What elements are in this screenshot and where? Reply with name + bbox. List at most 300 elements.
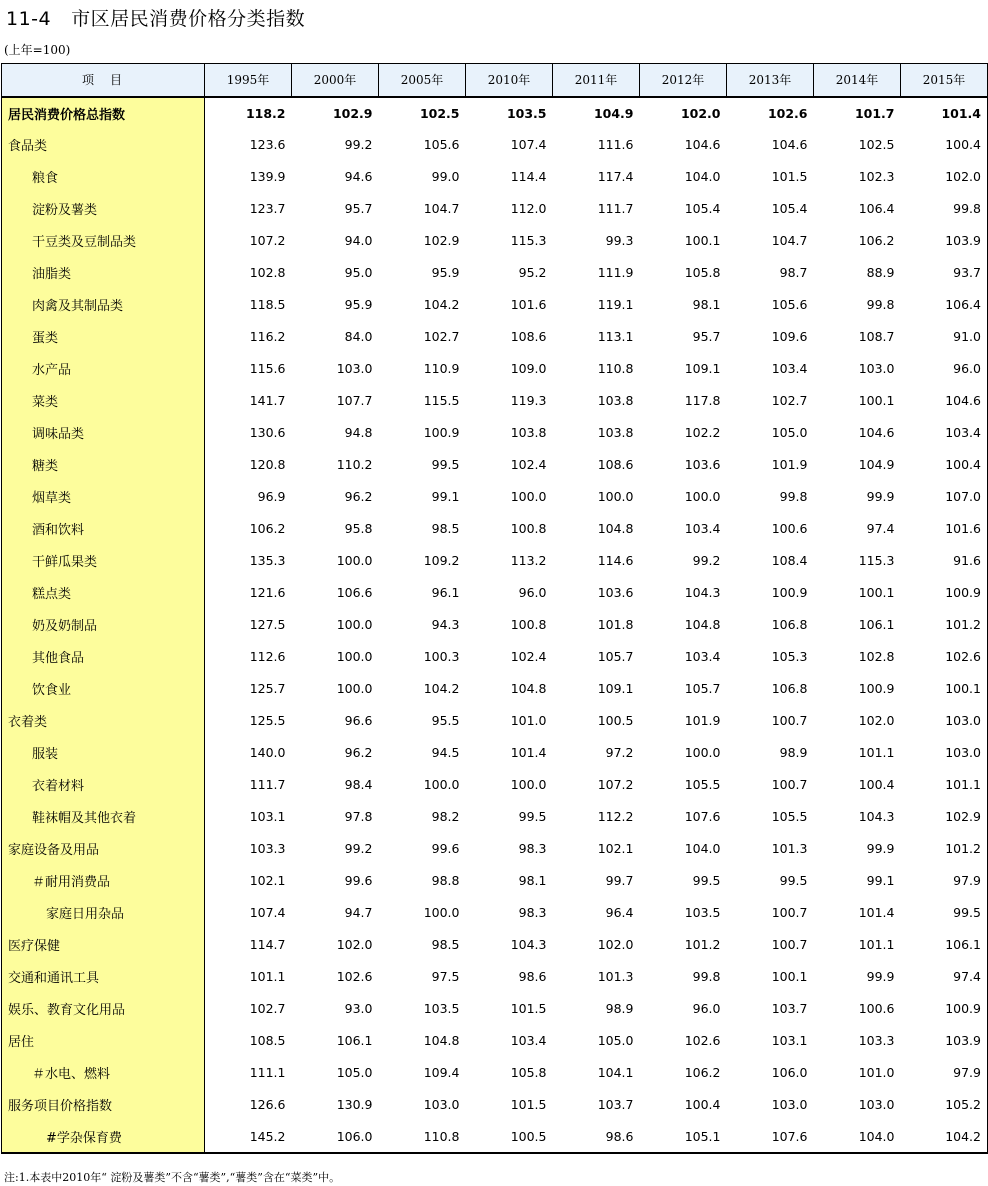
index-value: 98.9: [779, 745, 808, 760]
index-value: 105.7: [684, 681, 721, 696]
index-value: 99.8: [779, 489, 808, 504]
index-value: 103.0: [901, 737, 988, 769]
index-value: 103.1: [771, 1033, 808, 1048]
table-row: [2, 513, 988, 545]
index-value: 108.4: [771, 553, 808, 568]
index-value: 104.2: [423, 297, 460, 312]
index-value: 99.2: [344, 841, 373, 856]
index-value: 109.2: [423, 553, 460, 568]
index-value: 102.1: [249, 873, 286, 888]
table-row: [2, 129, 988, 161]
index-value: 110.8: [379, 1121, 466, 1153]
table-row: [2, 961, 988, 993]
index-value: 102.0: [901, 161, 988, 193]
index-value: 104.3: [858, 809, 895, 824]
index-value: 108.7: [858, 329, 895, 344]
index-value: 110.2: [336, 457, 373, 472]
index-value: 99.9: [866, 489, 895, 504]
index-value: 103.3: [858, 1033, 895, 1048]
index-value: 103.4: [510, 1033, 547, 1048]
index-value: 105.5: [684, 777, 721, 792]
table-row: [2, 321, 988, 353]
index-value: 112.6: [249, 649, 286, 664]
index-value: 127.5: [249, 617, 286, 632]
index-value: 100.0: [510, 489, 547, 504]
row-label: 糖类: [2, 449, 205, 481]
table-row: [2, 769, 988, 801]
index-value: 100.1: [771, 969, 808, 984]
table-row: [2, 929, 988, 961]
table-row: [2, 737, 988, 769]
row-label: 淀粉及薯类: [2, 193, 205, 225]
index-value: 103.5: [684, 905, 721, 920]
index-value: 100.7: [771, 905, 808, 920]
row-label: 水产品: [2, 353, 205, 385]
index-value: 105.5: [771, 809, 808, 824]
index-value: 103.0: [901, 705, 988, 737]
index-value: 99.9: [866, 969, 895, 984]
index-value: 96.6: [344, 713, 373, 728]
index-value: 99.5: [431, 457, 460, 472]
index-value: 96.9: [257, 489, 286, 504]
index-value: 113.1: [597, 329, 634, 344]
index-value: 99.8: [692, 969, 721, 984]
index-value: 98.3: [518, 841, 547, 856]
index-value: 106.1: [901, 929, 988, 961]
index-value: 104.7: [771, 233, 808, 248]
table-title-text: 市区居民消费价格分类指数: [71, 8, 306, 30]
index-value: 97.4: [901, 961, 988, 993]
index-value: 125.7: [249, 681, 286, 696]
index-value: 95.2: [518, 265, 547, 280]
index-value: 100.9: [901, 993, 988, 1025]
index-value: 100.8: [510, 617, 547, 632]
index-value: 102.6: [727, 97, 814, 129]
index-value: 88.9: [866, 265, 895, 280]
index-value: 111.1: [249, 1065, 286, 1080]
table-row: [2, 705, 988, 737]
index-value: 102.6: [684, 1033, 721, 1048]
index-value: 101.6: [901, 513, 988, 545]
index-value: 107.4: [249, 905, 286, 920]
index-value: 101.1: [249, 969, 286, 984]
index-value: 100.5: [466, 1121, 553, 1153]
index-value: 106.2: [858, 233, 895, 248]
index-value: 109.0: [510, 361, 547, 376]
index-value: 107.4: [510, 137, 547, 152]
index-value: 108.6: [597, 457, 634, 472]
index-value: 105.1: [640, 1121, 727, 1153]
index-value: 99.2: [692, 553, 721, 568]
index-value: 102.7: [771, 393, 808, 408]
index-value: 97.9: [901, 865, 988, 897]
index-value: 100.0: [423, 905, 460, 920]
row-label: 居民消费价格总指数: [2, 97, 205, 129]
index-value: 103.6: [684, 457, 721, 472]
table-row: [2, 1121, 988, 1153]
index-value: 114.7: [249, 937, 286, 952]
index-value: 99.5: [692, 873, 721, 888]
index-value: 120.8: [249, 457, 286, 472]
index-value: 102.0: [858, 713, 895, 728]
table-row: [2, 865, 988, 897]
index-value: 102.1: [597, 841, 634, 856]
index-value: 101.8: [597, 617, 634, 632]
index-value: 104.6: [771, 137, 808, 152]
table-row: [2, 897, 988, 929]
row-label: 娱乐、教育文化用品: [2, 993, 205, 1025]
index-value: 94.6: [344, 169, 373, 184]
index-value: 105.3: [771, 649, 808, 664]
index-value: 100.0: [336, 649, 373, 664]
index-value: 99.5: [901, 897, 988, 929]
index-value: 101.4: [510, 745, 547, 760]
index-value: 100.0: [336, 681, 373, 696]
index-value: 104.7: [423, 201, 460, 216]
index-value: 84.0: [344, 329, 373, 344]
table-body: [2, 97, 988, 1153]
table-row: [2, 545, 988, 577]
table-row: [2, 577, 988, 609]
index-value: 110.8: [597, 361, 634, 376]
row-label: ＃耐用消费品: [2, 865, 205, 897]
index-value: 102.9: [423, 233, 460, 248]
row-label: 服装: [2, 737, 205, 769]
index-value: 101.2: [684, 937, 721, 952]
index-value: 103.5: [466, 97, 553, 129]
header-year: 2012年: [640, 64, 727, 97]
row-label: 粮食: [2, 161, 205, 193]
table-row: [2, 225, 988, 257]
index-value: 101.5: [510, 1001, 547, 1016]
index-value: 94.8: [344, 425, 373, 440]
index-value: 105.6: [423, 137, 460, 152]
index-value: 95.7: [344, 201, 373, 216]
row-label: 家庭日用杂品: [2, 897, 205, 929]
table-row: [2, 289, 988, 321]
index-value: 100.6: [858, 1001, 895, 1016]
index-value: 103.8: [597, 393, 634, 408]
index-value: 107.0: [901, 481, 988, 513]
index-value: 100.1: [684, 233, 721, 248]
row-label: 居住: [2, 1025, 205, 1057]
index-value: 145.2: [205, 1121, 292, 1153]
row-label: 干豆类及豆制品类: [2, 225, 205, 257]
index-value: 97.5: [431, 969, 460, 984]
header-row: [2, 64, 988, 97]
index-value: 103.0: [858, 361, 895, 376]
index-value: 104.2: [901, 1121, 988, 1153]
index-value: 98.6: [553, 1121, 640, 1153]
index-value: 103.8: [597, 425, 634, 440]
index-value: 106.0: [292, 1121, 379, 1153]
index-value: 100.7: [771, 713, 808, 728]
index-value: 99.1: [431, 489, 460, 504]
row-label: 家庭设备及用品: [2, 833, 205, 865]
index-value: 108.6: [510, 329, 547, 344]
index-value: 101.5: [510, 1097, 547, 1112]
index-value: 100.4: [901, 449, 988, 481]
index-value: 101.1: [858, 937, 895, 952]
index-value: 105.0: [336, 1065, 373, 1080]
index-value: 111.6: [597, 137, 634, 152]
index-value: 96.0: [518, 585, 547, 600]
index-value: 94.7: [344, 905, 373, 920]
index-value: 106.0: [771, 1065, 808, 1080]
index-value: 103.7: [771, 1001, 808, 1016]
index-value: 95.9: [344, 297, 373, 312]
index-value: 100.4: [858, 777, 895, 792]
row-label: 干鲜瓜果类: [2, 545, 205, 577]
index-value: 110.9: [423, 361, 460, 376]
index-value: 105.0: [771, 425, 808, 440]
unit-note: (上年=100): [4, 43, 71, 57]
index-value: 106.4: [858, 201, 895, 216]
index-value: 98.1: [692, 297, 721, 312]
row-label: 其他食品: [2, 641, 205, 673]
index-value: 111.9: [597, 265, 634, 280]
index-value: 116.2: [249, 329, 286, 344]
index-value: 106.2: [249, 521, 286, 536]
index-value: 126.6: [249, 1097, 286, 1112]
index-value: 91.6: [901, 545, 988, 577]
index-value: 96.1: [431, 585, 460, 600]
index-value: 107.2: [249, 233, 286, 248]
index-value: 102.8: [249, 265, 286, 280]
index-value: 101.3: [597, 969, 634, 984]
index-value: 95.5: [431, 713, 460, 728]
index-value: 98.1: [518, 873, 547, 888]
row-label: 酒和饮料: [2, 513, 205, 545]
index-value: 100.5: [597, 713, 634, 728]
index-value: 100.4: [901, 129, 988, 161]
table-row: [2, 833, 988, 865]
index-value: 99.6: [344, 873, 373, 888]
index-value: 99.9: [866, 841, 895, 856]
index-value: 117.8: [684, 393, 721, 408]
row-label: 交通和通讯工具: [2, 961, 205, 993]
index-value: 94.3: [431, 617, 460, 632]
table-row: [2, 449, 988, 481]
index-value: 101.1: [901, 769, 988, 801]
header-year: 2013年: [727, 64, 814, 97]
index-value: 103.9: [901, 225, 988, 257]
index-value: 98.3: [518, 905, 547, 920]
index-value: 130.6: [249, 425, 286, 440]
index-value: 100.8: [510, 521, 547, 536]
index-value: 135.3: [249, 553, 286, 568]
index-value: 109.1: [684, 361, 721, 376]
index-value: 91.0: [901, 321, 988, 353]
index-value: 100.1: [858, 585, 895, 600]
index-value: 97.2: [605, 745, 634, 760]
table-row: [2, 641, 988, 673]
header-year: 1995年: [205, 64, 292, 97]
index-value: 98.5: [431, 521, 460, 536]
index-value: 101.5: [771, 169, 808, 184]
index-value: 103.4: [684, 521, 721, 536]
index-value: 95.7: [692, 329, 721, 344]
index-value: 99.2: [344, 137, 373, 152]
header-year: 2014年: [814, 64, 901, 97]
index-value: 99.3: [605, 233, 634, 248]
index-value: 118.2: [205, 97, 292, 129]
index-value: 104.0: [684, 841, 721, 856]
index-value: 101.6: [510, 297, 547, 312]
index-value: 107.6: [727, 1121, 814, 1153]
index-value: 103.6: [597, 585, 634, 600]
row-label: 油脂类: [2, 257, 205, 289]
index-value: 96.2: [344, 489, 373, 504]
index-value: 94.5: [431, 745, 460, 760]
index-value: 111.7: [249, 777, 286, 792]
index-value: 103.9: [901, 1025, 988, 1057]
index-value: 105.6: [771, 297, 808, 312]
row-label: 衣着类: [2, 705, 205, 737]
index-value: 114.4: [510, 169, 547, 184]
index-value: 130.9: [336, 1097, 373, 1112]
index-value: 102.7: [423, 329, 460, 344]
row-label: ＃水电、燃料: [2, 1057, 205, 1089]
index-value: 125.5: [249, 713, 286, 728]
index-value: 104.0: [814, 1121, 901, 1153]
index-value: 96.2: [344, 745, 373, 760]
table-row: [2, 417, 988, 449]
index-value: 104.8: [423, 1033, 460, 1048]
index-value: 100.9: [901, 577, 988, 609]
index-value: 104.9: [858, 457, 895, 472]
index-value: 100.0: [336, 553, 373, 568]
index-value: 102.0: [336, 937, 373, 952]
index-value: 115.3: [858, 553, 895, 568]
index-value: 100.0: [597, 489, 634, 504]
row-label: 医疗保健: [2, 929, 205, 961]
table-row: [2, 97, 988, 129]
index-value: 95.9: [431, 265, 460, 280]
row-label: 烟草类: [2, 481, 205, 513]
index-value: 119.1: [597, 297, 634, 312]
index-value: 101.7: [814, 97, 901, 129]
index-value: 102.5: [379, 97, 466, 129]
table-row: [2, 609, 988, 641]
index-value: 106.1: [336, 1033, 373, 1048]
index-value: 121.6: [249, 585, 286, 600]
index-value: 97.8: [344, 809, 373, 824]
index-value: 100.7: [771, 937, 808, 952]
index-value: 106.8: [771, 681, 808, 696]
index-value: 114.6: [597, 553, 634, 568]
row-label: 饮食业: [2, 673, 205, 705]
index-value: 105.0: [597, 1033, 634, 1048]
index-value: 97.9: [901, 1057, 988, 1089]
index-value: 117.4: [597, 169, 634, 184]
index-value: 99.5: [779, 873, 808, 888]
index-value: 109.4: [423, 1065, 460, 1080]
index-value: 102.3: [858, 169, 895, 184]
index-value: 107.2: [597, 777, 634, 792]
header-year: 2015年: [901, 64, 988, 97]
index-value: 103.4: [901, 417, 988, 449]
index-value: 105.4: [684, 201, 721, 216]
header-item: 项 目: [2, 64, 205, 97]
table-row: [2, 353, 988, 385]
index-value: 106.8: [771, 617, 808, 632]
index-value: 99.8: [901, 193, 988, 225]
row-label: 糕点类: [2, 577, 205, 609]
index-value: 101.4: [901, 97, 988, 129]
index-value: 100.0: [684, 489, 721, 504]
index-value: 100.1: [858, 393, 895, 408]
index-value: 101.0: [510, 713, 547, 728]
row-label: 奶及奶制品: [2, 609, 205, 641]
table-row: [2, 1057, 988, 1089]
index-value: 101.1: [858, 745, 895, 760]
index-value: 107.7: [336, 393, 373, 408]
index-value: 102.0: [597, 937, 634, 952]
row-label: 服务项目价格指数: [2, 1089, 205, 1121]
index-value: 96.0: [692, 1001, 721, 1016]
index-value: 101.2: [901, 833, 988, 865]
index-value: 112.0: [510, 201, 547, 216]
index-value: 98.5: [431, 937, 460, 952]
table-row: [2, 257, 988, 289]
header-year: 2010年: [466, 64, 553, 97]
table-row: [2, 161, 988, 193]
index-value: 95.0: [344, 265, 373, 280]
row-label: 肉禽及其制品类: [2, 289, 205, 321]
index-value: 98.2: [431, 809, 460, 824]
header-year: 2005年: [379, 64, 466, 97]
index-value: 123.6: [249, 137, 286, 152]
index-value: 99.0: [431, 169, 460, 184]
index-value: 99.5: [518, 809, 547, 824]
index-value: 102.6: [901, 641, 988, 673]
index-value: 104.9: [553, 97, 640, 129]
index-value: 98.9: [605, 1001, 634, 1016]
index-value: 100.9: [423, 425, 460, 440]
index-value: 101.0: [858, 1065, 895, 1080]
index-value: 104.1: [597, 1065, 634, 1080]
index-value: 102.2: [684, 425, 721, 440]
index-value: 109.1: [597, 681, 634, 696]
index-value: 106.4: [901, 289, 988, 321]
index-value: 115.6: [249, 361, 286, 376]
index-value: 101.9: [684, 713, 721, 728]
index-value: 104.6: [901, 385, 988, 417]
index-value: 102.6: [336, 969, 373, 984]
index-value: 123.7: [249, 201, 286, 216]
index-value: 100.9: [858, 681, 895, 696]
table-row: [2, 673, 988, 705]
index-value: 104.2: [423, 681, 460, 696]
index-value: 105.2: [901, 1089, 988, 1121]
row-label: 调味品类: [2, 417, 205, 449]
row-label: 菜类: [2, 385, 205, 417]
table-row: [2, 1089, 988, 1121]
index-value: 104.8: [684, 617, 721, 632]
price-index-table: [1, 63, 988, 1154]
index-value: 101.4: [858, 905, 895, 920]
index-value: 99.6: [431, 841, 460, 856]
index-value: 108.5: [249, 1033, 286, 1048]
table-title: [6, 4, 305, 31]
index-value: 104.8: [510, 681, 547, 696]
table-row: [2, 993, 988, 1025]
index-value: 104.6: [858, 425, 895, 440]
index-value: 100.4: [684, 1097, 721, 1112]
index-value: 100.0: [510, 777, 547, 792]
index-value: 93.0: [344, 1001, 373, 1016]
